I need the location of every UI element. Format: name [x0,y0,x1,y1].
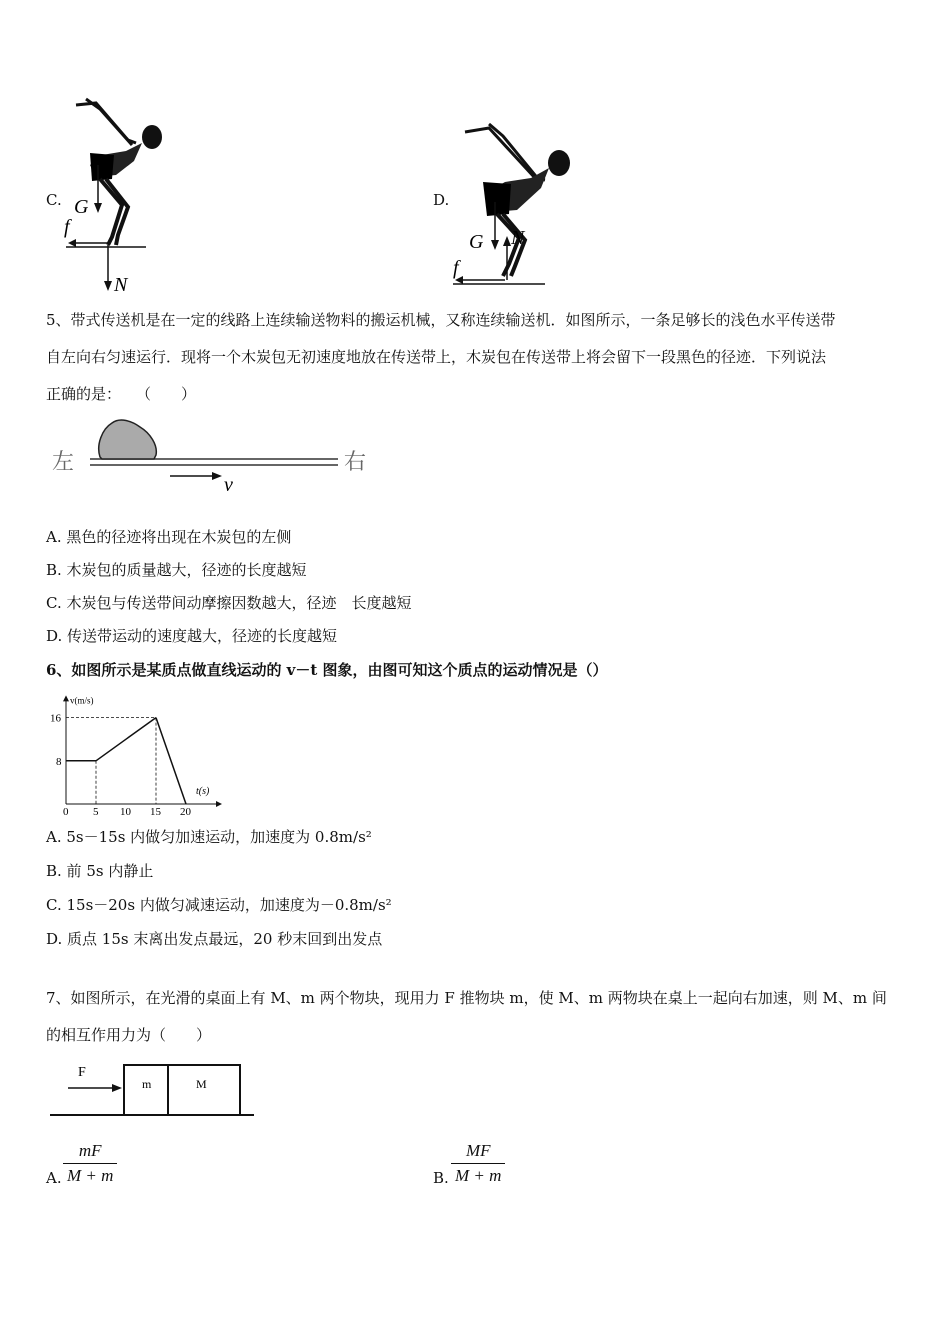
series-segment [156,718,186,804]
vt-graph [46,688,246,816]
fraction-numerator: mF [78,1141,102,1160]
y-axis-label: v(m/s) [70,695,94,706]
x-tick-label: 0 [63,806,69,816]
q4-option-c-label: C. [46,191,62,209]
x-axis-arrow [216,801,222,807]
q7-option-b-fraction [451,1141,505,1186]
label-f: f [453,257,459,279]
y-tick-label: 8 [56,755,62,768]
label-force-f: F [78,1065,86,1080]
q6-option-d: D. 质点 15s 末离出发点最远，20 秒末回到出发点 [46,930,383,948]
label-left: 左 [52,449,75,474]
blocks-figure [46,1058,261,1122]
x-tick-label: 5 [93,806,99,816]
q7-stem-line-2: 的相互作用力为（ ） [46,1026,212,1044]
label-big-m: M [196,1077,207,1091]
fraction-denominator: M + m [67,1166,114,1185]
q6-option-a: A. 5s－15s 内做匀加速运动，加速度为 0.8m/s² [46,828,372,846]
label-g: G [469,231,484,253]
y-axis-arrow [63,695,69,701]
series-segment [96,718,156,761]
q6-stem: 6、如图所示是某质点做直线运动的 v－t 图象，由图可知这个质点的运动情况是（） [46,661,608,679]
q4-diver-figure-c [56,95,166,300]
q5-option-b: B. 木炭包的质量越大，径迹的长度越短 [46,561,307,579]
q4-diver-figure-d [445,118,575,293]
label-n: N [114,274,128,296]
q7-stem-line-1: 7、如图所示，在光滑的桌面上有 M、m 两个物块，现用力 F 推物块 m，使 M、m 两物块在桌上一起向右加速，则 M、m 间 [46,989,887,1007]
x-tick-label: 10 [120,806,131,816]
charcoal-bag [99,420,157,459]
label-v: v [224,474,233,496]
fraction-denominator: M + m [455,1166,502,1185]
q5-option-c: C. 木炭包与传送带间动摩擦因数越大，径迹 长度越短 [46,594,412,612]
q5-stem-line-3: 正确的是： （ ） [46,385,197,403]
conveyor-belt-figure [46,415,386,500]
label-f: f [64,216,70,238]
q7-option-a-fraction [63,1141,117,1186]
x-tick-label: 15 [150,806,161,816]
q4-option-d-label: D. [433,191,450,209]
label-n: N [511,227,525,249]
label-right: 右 [344,449,367,474]
x-axis-label: t(s) [196,786,210,797]
q5-stem-line-2: 自左向右匀速运行．现将一个木炭包无初速度地放在传送带上，木炭包在传送带上将会留下一段黑色的径迹．下列说法 [46,348,827,366]
q7-option-b-label: B. [433,1169,449,1187]
label-g: G [74,196,89,218]
q6-option-c: C. 15s－20s 内做匀减速运动，加速度为－0.8m/s² [46,896,392,914]
q6-option-b: B. 前 5s 内静止 [46,862,154,880]
fraction-numerator: MF [465,1141,491,1160]
label-m: m [142,1077,152,1091]
q5-option-a: A. 黑色的径迹将出现在木炭包的左侧 [46,528,292,546]
q5-stem-line-1: 5、带式传送机是在一定的线路上连续输送物料的搬运机械，又称连续输送机．如图所示，一条足够长的浅色水平传送带 [46,311,836,329]
q7-option-a-label: A. [46,1169,62,1187]
q5-option-d: D. 传送带运动的速度越大，径迹的长度越短 [46,627,338,645]
y-tick-label: 16 [50,712,61,725]
x-tick-label: 20 [180,806,191,816]
